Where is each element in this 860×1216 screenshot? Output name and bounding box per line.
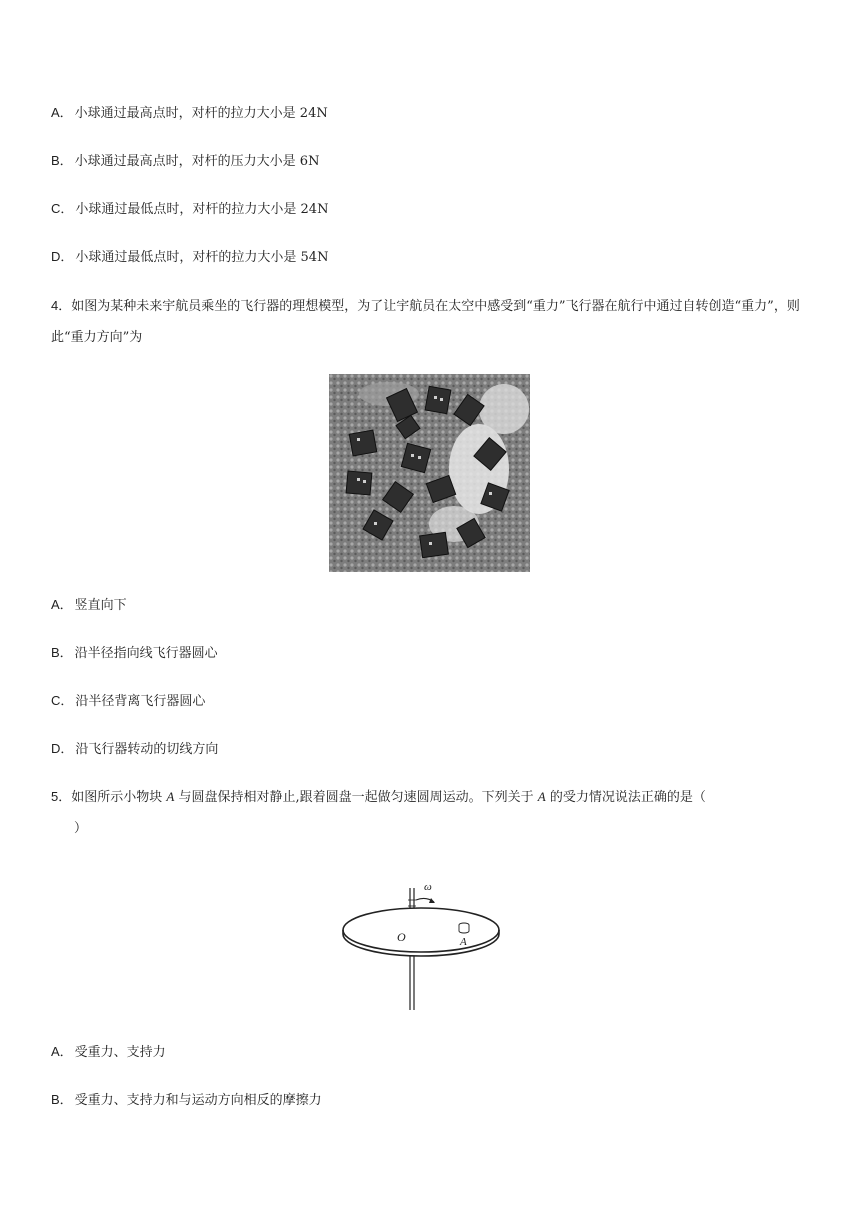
option-letter: B． — [51, 153, 73, 168]
block-label: A — [460, 936, 467, 948]
q5-option-a — [51, 1043, 166, 1062]
q5-stem-line2 — [74, 820, 87, 838]
q4-option-c — [51, 692, 205, 711]
option-letter: D． — [51, 249, 74, 264]
option-text: 小球通过最高点时，对杆的拉力大小是 24N — [74, 106, 328, 121]
option-letter: D． — [51, 741, 74, 756]
option-text: 沿半径指向线飞行器圆心 — [74, 646, 218, 661]
option-letter: B． — [51, 1092, 73, 1107]
q4-option-b — [51, 644, 218, 663]
disc-diagram — [330, 870, 510, 1015]
option-letter: A． — [51, 597, 73, 612]
question-text-part1: 如图所示小物块 — [71, 790, 167, 805]
q5-option-b — [51, 1091, 322, 1110]
option-text: 小球通过最低点时，对杆的拉力大小是 24N — [75, 202, 329, 217]
option-text: 沿半径背离飞行器圆心 — [75, 694, 206, 709]
option-text: 沿飞行器转动的切线方向 — [75, 742, 219, 757]
q3-option-d — [51, 248, 328, 267]
q4-option-a — [51, 596, 127, 615]
option-text: 受重力、支持力 — [74, 1045, 166, 1060]
q3-option-a — [51, 104, 328, 123]
q4-stem — [51, 290, 811, 353]
option-letter: C． — [51, 201, 74, 216]
option-text: 小球通过最高点时，对杆的压力大小是 6N — [74, 154, 320, 169]
closing-paren: ） — [74, 821, 88, 836]
q3-option-c — [51, 200, 328, 219]
question-text-part2: 与圆盘保持相对静止,跟着圆盘一起做匀速圆周运动。下列关于 — [174, 790, 538, 805]
rotating-disc-figure — [330, 870, 510, 1015]
center-label: O — [397, 930, 406, 944]
spacecraft-model-photo — [329, 374, 530, 572]
variable-a: A — [537, 789, 546, 804]
spacecraft-photo-drawing — [329, 374, 530, 572]
option-letter: B． — [51, 645, 73, 660]
q5-stem-line1 — [51, 788, 706, 807]
question-text-part3: 的受力情况说法正确的是（ — [545, 790, 706, 805]
question-number: 4． — [51, 298, 72, 313]
option-letter: C． — [51, 693, 74, 708]
question-text: 如图为某种未来宇航员乘坐的飞行器的理想模型，为了让宇航员在太空中感受到“重力”飞行器在航行中通过自转创造“重力”，则此“重力方向”为 — [51, 299, 800, 345]
q4-option-d — [51, 740, 218, 759]
option-text: 竖直向下 — [74, 598, 127, 613]
omega-label: ω — [424, 881, 432, 893]
option-text: 小球通过最低点时，对杆的拉力大小是 54N — [75, 250, 329, 265]
question-number: 5． — [51, 789, 72, 804]
q3-option-b — [51, 152, 319, 171]
option-text: 受重力、支持力和与运动方向相反的摩擦力 — [74, 1093, 322, 1108]
option-letter: A． — [51, 1044, 73, 1059]
option-letter: A． — [51, 105, 73, 120]
variable-a: A — [166, 789, 175, 804]
